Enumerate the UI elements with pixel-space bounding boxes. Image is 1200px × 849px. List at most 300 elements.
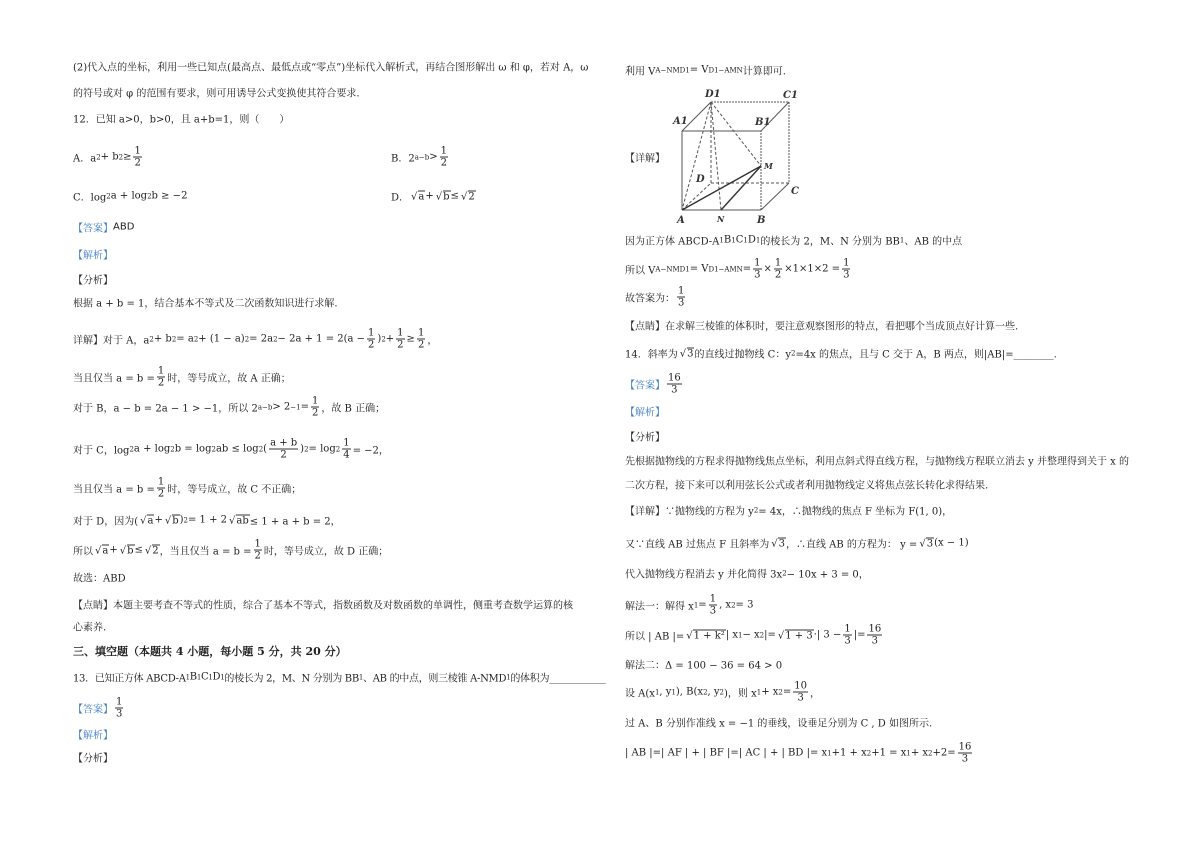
text-line xyxy=(625,258,852,281)
text-run: 【点睛】本题主要考查不等式的性质，综合了基本不等式，指数函数及对数函数的单调性，侧重考查数学运算的核 xyxy=(73,600,573,612)
text-run: , y xyxy=(707,686,720,698)
radicand: √ a xyxy=(147,514,154,526)
fraction xyxy=(417,328,425,351)
square-root xyxy=(434,190,451,202)
text-run: C xyxy=(735,234,744,246)
text-run: ≤ xyxy=(450,190,459,202)
superscript: 2 xyxy=(149,335,154,343)
subscript: 2 xyxy=(719,688,725,696)
numerator: 16 xyxy=(958,741,972,753)
text-run: B xyxy=(723,234,732,246)
text-run: | AB |=| AF | + | BF |=| AC | + | BD |= x xyxy=(625,747,828,759)
radicand: √ 3 xyxy=(926,537,934,549)
text-run: a + log xyxy=(133,443,171,455)
text-run: 的棱长为 2，M、N 分别为 BB xyxy=(760,236,900,248)
text-line xyxy=(391,146,450,169)
text-run: +2= xyxy=(932,747,956,759)
subscript: 2 xyxy=(928,749,933,757)
radicand: √ 3 xyxy=(687,347,695,359)
fraction xyxy=(667,373,682,396)
text-line xyxy=(73,727,113,742)
text-line xyxy=(73,670,606,685)
text-line xyxy=(73,85,360,100)
text-run: |= xyxy=(764,629,776,641)
subscript: 2 xyxy=(778,688,783,696)
text-run: ≥ xyxy=(123,151,132,163)
text-run: 的直线过抛物线 C：y xyxy=(694,349,791,361)
text-run: 故答案为： xyxy=(625,293,675,305)
text-line xyxy=(73,189,187,204)
text-run: 又∵直线 AB 过焦点 F 且斜率为 xyxy=(625,539,770,551)
denominator: 2 xyxy=(397,339,404,351)
numerator: 1 xyxy=(754,257,761,269)
text-line xyxy=(625,453,1129,468)
radicand: √ ab xyxy=(236,514,250,526)
text-run: + xyxy=(425,190,434,202)
radicand: √ 2 xyxy=(152,544,160,556)
subscript: 1 xyxy=(737,631,743,639)
superscript: 2 xyxy=(183,516,188,524)
label-N: N xyxy=(717,214,725,224)
text-line xyxy=(73,619,106,634)
text-line xyxy=(625,715,932,730)
text-run: ), B(x xyxy=(675,686,704,698)
denominator: 3 xyxy=(844,635,851,647)
text-run: C xyxy=(201,671,209,683)
text-run: ，故 B 正确； xyxy=(321,403,386,415)
radicand: √ 1 + 3 xyxy=(785,629,814,641)
text-run: 时，等号成立，故 A 正确； xyxy=(167,373,291,385)
text-run: 因为正方体 ABCD-A xyxy=(625,236,720,248)
text-run: > 2 xyxy=(272,401,291,413)
section-tag: 【解析】 xyxy=(73,730,113,742)
fraction xyxy=(753,258,761,281)
text-run: 【分析】 xyxy=(73,275,113,287)
text-run: ≤ 1 + a + b = 2， xyxy=(249,516,341,528)
text-run: − x xyxy=(742,629,760,641)
cube-figure xyxy=(672,80,822,230)
text-run: 代入抛物线方程消去 y 并化简得 3x xyxy=(625,569,783,581)
text-run: 解法二：Δ = 100 − 36 = 64 > 0 xyxy=(625,660,783,672)
denominator: 2 xyxy=(157,488,165,500)
text-line xyxy=(73,59,588,74)
text-line xyxy=(625,566,869,581)
subscript: 1 xyxy=(719,236,724,244)
text-run: 心素养. xyxy=(73,622,107,634)
denominator: 2 xyxy=(311,407,319,419)
denominator: 3 xyxy=(709,605,717,617)
numerator: 1 xyxy=(368,327,375,339)
subscript: 1 xyxy=(899,236,905,244)
numerator: 1 xyxy=(254,538,261,550)
text-run: 对于 C，log xyxy=(73,445,130,457)
text-run: = xyxy=(698,599,707,611)
text-run: + b xyxy=(153,333,172,345)
square-root xyxy=(684,629,726,641)
text-run: 的棱长为 2，M、N 分别为 BB xyxy=(224,673,359,685)
text-run: ) xyxy=(377,333,382,345)
subscript: 1 xyxy=(693,601,699,609)
text-run: ≥ xyxy=(406,333,415,345)
subscript: 1 xyxy=(208,673,213,681)
text-run: 的符号或对 φ 的范围有要求，则可用诱导公式变换使其符合要求. xyxy=(73,88,360,100)
text-run: ab ≤ log xyxy=(215,443,259,455)
text-line xyxy=(73,247,113,262)
text-line xyxy=(625,624,884,647)
text-run: 设 A(x xyxy=(625,688,655,700)
section-tag: 【答案】 xyxy=(73,704,113,716)
denominator: 3 xyxy=(754,269,761,281)
denominator: 2 xyxy=(280,449,287,461)
text-run: = 3 xyxy=(735,599,754,611)
text-line xyxy=(73,597,573,612)
text-line xyxy=(73,477,301,500)
fraction xyxy=(157,477,165,500)
text-run: (x − 1) xyxy=(934,537,969,549)
text-line xyxy=(73,570,126,585)
denominator: 3 xyxy=(116,708,123,720)
text-line xyxy=(73,111,289,126)
label-M: M xyxy=(764,161,773,171)
text-line xyxy=(625,150,665,165)
text-run: 对于 B，a − b = 2a − 1 > −1，所以 2 xyxy=(73,403,258,415)
text-line xyxy=(625,286,687,309)
subscript: 2 xyxy=(129,445,134,453)
text-run: = V xyxy=(689,263,709,275)
denominator: 2 xyxy=(440,157,448,169)
text-run: 详解】对于 A，a xyxy=(73,335,150,347)
text-run: )，则 x xyxy=(724,688,757,700)
text-run: 13．已知正方体 ABCD-A xyxy=(73,673,186,685)
text-run: 对于 D，因为( xyxy=(73,516,139,528)
text-run: (2)代入点的坐标，利用一些已知点(最高点、最低点或“零点”)坐标代入解析式，再结合图形解出 ω 和 φ，若对 A，ω xyxy=(73,62,589,74)
superscript: 2 xyxy=(118,153,124,161)
fraction xyxy=(254,539,262,562)
square-root xyxy=(138,514,154,526)
subscript: 2 xyxy=(731,601,736,609)
text-run: A．a xyxy=(73,153,97,165)
text-run: 过 A、B 分别作准线 x = −1 的垂线，设垂足分别为 C , D 如图所示. xyxy=(625,718,933,730)
label-D1: D1 xyxy=(705,89,721,100)
denominator: 4 xyxy=(343,449,350,461)
text-line xyxy=(625,318,1018,333)
text-line xyxy=(625,742,974,765)
text-line xyxy=(73,539,388,562)
text-run: = xyxy=(782,686,792,698)
square-root xyxy=(776,629,814,641)
text-line xyxy=(73,513,341,528)
text-run: = a xyxy=(176,333,194,345)
text-run: > xyxy=(429,151,438,163)
text-line xyxy=(73,643,347,659)
text-run: 【详解】∵抛物线的方程为 y xyxy=(625,506,754,518)
text-run: = −2， xyxy=(352,445,389,457)
text-run: ≤ xyxy=(134,544,143,556)
text-run: ) xyxy=(179,514,184,526)
text-line xyxy=(625,477,988,492)
text-run: ) xyxy=(300,443,305,455)
denominator: 3 xyxy=(871,635,879,647)
text-run: 时，等号成立，故 C 不正确； xyxy=(167,484,302,496)
subscript: 1 xyxy=(743,236,748,244)
text-run: + xyxy=(109,544,118,556)
text-line xyxy=(625,657,782,672)
fraction xyxy=(342,438,350,461)
subscript: 1 xyxy=(654,688,660,696)
fraction xyxy=(311,396,319,419)
text-run: ，当且仅当 a = b = xyxy=(159,546,252,558)
numerator: 1 xyxy=(311,395,319,407)
text-run: 【详解】 xyxy=(625,153,665,165)
label-A1: A1 xyxy=(673,116,688,127)
subscript: 1 xyxy=(906,749,911,757)
text-run: 【分析】 xyxy=(73,753,113,765)
subscript: 1 xyxy=(196,673,201,681)
text-line xyxy=(625,404,665,419)
text-run: = 2a xyxy=(249,333,274,345)
subscript: A−NMD1 xyxy=(655,66,690,74)
text-run: + xyxy=(154,514,163,526)
text-run: 先根据抛物线的方程求得抛物线焦点坐标，利用点斜式得直线方程，与抛物线方程联立消去 y 并整理得到关于 x 的 xyxy=(625,456,1130,468)
superscript: 2 xyxy=(782,569,787,577)
section-tag: 【解析】 xyxy=(625,407,665,419)
text-run: ，∴直线 AB 的方程为： y = xyxy=(785,539,918,551)
numerator: 1 xyxy=(844,623,851,635)
text-line xyxy=(625,233,962,248)
radicand: √ 3 xyxy=(778,537,786,549)
subscript: 1 xyxy=(671,688,676,696)
radicand: √ a xyxy=(418,190,425,202)
line-NM xyxy=(721,166,761,210)
text-run: 所以 xyxy=(73,546,93,558)
text-line xyxy=(73,146,144,169)
numerator: 16 xyxy=(668,372,681,384)
fraction xyxy=(842,258,850,281)
line-AM xyxy=(682,166,761,210)
text-line xyxy=(73,438,389,461)
denominator: 2 xyxy=(417,339,425,351)
numerator: 1 xyxy=(774,257,782,269)
radicand: √ b xyxy=(443,190,451,202)
text-run: 利用 V xyxy=(625,66,656,78)
text-run: − 10x + 3 = 0， xyxy=(786,569,869,581)
subscript: 1 xyxy=(755,236,761,244)
fraction xyxy=(843,624,851,647)
text-run: +1 + x xyxy=(831,747,867,759)
subscript: 2 xyxy=(335,445,341,453)
square-root xyxy=(678,347,695,359)
text-line xyxy=(625,503,952,518)
text-run: 14．斜率为 xyxy=(625,349,678,361)
text-line xyxy=(73,750,113,765)
section-heading: 三、填空题（本题共 4 小题，每小题 5 分，共 20 分） xyxy=(73,645,347,658)
text-run: , x xyxy=(719,599,732,611)
section-tag: 【解析】 xyxy=(73,250,113,262)
radicand: √ a xyxy=(102,544,109,556)
text-run: 、AB 的中点 xyxy=(904,236,963,248)
text-run: = V xyxy=(689,64,709,76)
fraction xyxy=(157,366,165,389)
numerator: 1 xyxy=(134,145,141,157)
superscript: 2 xyxy=(753,506,759,514)
text-run: ×1×1×2 = xyxy=(784,263,841,275)
text-run: , y xyxy=(659,686,672,698)
denominator: 3 xyxy=(961,753,969,765)
fraction xyxy=(677,286,685,309)
square-root xyxy=(93,544,109,556)
text-run: +1 = x xyxy=(871,747,907,759)
denominator: 2 xyxy=(774,269,782,281)
fraction xyxy=(793,681,808,704)
subscript: 2 xyxy=(147,192,152,200)
square-root xyxy=(227,514,250,526)
superscript: a−b xyxy=(414,153,430,161)
label-A: A xyxy=(677,215,685,226)
label-B: B xyxy=(757,215,766,226)
numerator: 1 xyxy=(116,696,123,708)
text-run: b = log xyxy=(174,443,212,455)
denominator: 3 xyxy=(843,269,850,281)
subscript: 1 xyxy=(827,749,832,757)
text-run: 解法一：解得 x xyxy=(625,601,694,613)
square-root xyxy=(409,190,425,202)
text-line xyxy=(73,697,125,720)
numerator: 1 xyxy=(440,145,448,157)
text-line xyxy=(73,328,437,351)
text-run: = xyxy=(300,401,309,413)
text-line xyxy=(391,189,476,204)
denominator: 2 xyxy=(157,377,165,389)
fraction xyxy=(958,742,973,765)
superscript: 2 xyxy=(304,445,309,453)
subscript: D1−AMN xyxy=(708,66,743,74)
subscript: 2 xyxy=(211,445,216,453)
text-run: C．log xyxy=(73,192,107,204)
subscript: 2 xyxy=(703,688,708,696)
superscript: 2 xyxy=(273,335,278,343)
fraction xyxy=(367,328,375,351)
text-run: ， xyxy=(810,688,821,700)
text-line xyxy=(73,366,291,389)
square-root xyxy=(163,514,180,526)
square-root xyxy=(118,544,135,556)
text-run: 12．已知 a>0，b>0，且 a+b=1，则（ ） xyxy=(73,114,290,126)
radicand: √ b xyxy=(127,544,135,556)
numerator: 16 xyxy=(868,623,882,635)
text-line xyxy=(625,681,820,704)
text-run: 【分析】 xyxy=(625,432,665,444)
text-run: b ≥ −2 xyxy=(151,190,188,202)
text-run: + b xyxy=(100,151,119,163)
text-run: D xyxy=(212,671,221,683)
text-run: = log xyxy=(308,443,336,455)
text-run: 根据 a + b = 1，结合基本不等式及二次函数知识进行求解. xyxy=(73,298,338,310)
radicand: √ b xyxy=(172,514,180,526)
text-line xyxy=(625,63,786,78)
text-run: 当且仅当 a = b = xyxy=(73,373,155,385)
text-run: D xyxy=(747,234,756,246)
radicand: √ 1 + k² xyxy=(693,629,726,641)
text-run: = xyxy=(742,263,752,275)
line-D1M xyxy=(711,102,761,166)
denominator: 2 xyxy=(368,339,375,351)
superscript: 2 xyxy=(244,335,250,343)
text-run: + xyxy=(385,333,395,345)
text-run: ， xyxy=(427,335,438,347)
numerator: 1 xyxy=(417,327,425,339)
text-run: + x xyxy=(761,686,779,698)
fraction xyxy=(774,258,782,281)
fraction xyxy=(440,146,448,169)
text-line xyxy=(73,272,113,287)
superscript: 2 xyxy=(171,335,177,343)
text-run: 当且仅当 a = b = xyxy=(73,484,155,496)
text-line xyxy=(625,373,684,396)
square-root xyxy=(917,537,934,549)
denominator: 2 xyxy=(134,157,141,169)
text-run: =4x 的焦点，且与 C 交于 A，B 两点，则|AB|=________. xyxy=(795,349,1057,361)
numerator: 1 xyxy=(157,476,165,488)
text-run: + (1 − a) xyxy=(198,333,245,345)
numerator: a + b xyxy=(270,437,298,449)
denominator: 3 xyxy=(671,384,678,396)
text-line xyxy=(625,346,1057,361)
denominator: 3 xyxy=(678,297,685,309)
fraction xyxy=(269,438,298,461)
text-run: 的体积为____________ xyxy=(510,673,606,685)
text-line xyxy=(73,396,385,419)
subscript: 1 xyxy=(358,673,364,681)
text-run: 所以 | AB |= xyxy=(625,631,685,643)
superscript: a−b xyxy=(257,403,273,411)
subscript: 1 xyxy=(185,673,190,681)
subscript: 2 xyxy=(106,192,111,200)
answer-value: ABD xyxy=(113,221,135,233)
text-run: 计算即可. xyxy=(742,66,786,78)
label-B1: B1 xyxy=(755,117,771,128)
subscript: 1 xyxy=(731,236,736,244)
fraction xyxy=(133,146,141,169)
subscript: 1 xyxy=(220,673,225,681)
text-run: ·| 3 − xyxy=(813,629,842,641)
denominator: 3 xyxy=(797,692,804,704)
text-line xyxy=(625,536,969,551)
superscript: 2 xyxy=(96,153,101,161)
text-run: 故选：ABD xyxy=(73,573,126,585)
subscript: 2 xyxy=(866,749,872,757)
subscript: 2 xyxy=(170,445,175,453)
text-run: a + log xyxy=(110,190,148,202)
text-run: ( xyxy=(263,443,268,455)
subscript: 1 xyxy=(506,673,511,681)
superscript: 2 xyxy=(790,349,796,357)
text-run: × xyxy=(763,263,772,275)
numerator: 1 xyxy=(843,257,850,269)
text-line xyxy=(73,295,338,310)
numerator: 1 xyxy=(343,437,350,449)
text-run: 【点睛】在求解三棱锥的体积时，要注意观察图形的特点，看把哪个当成顶点好计算一些. xyxy=(625,321,1019,333)
text-run: 、AB 的中点，则三棱锥 A-NMD xyxy=(363,673,507,685)
label-C1: C1 xyxy=(783,90,798,101)
text-run: | x xyxy=(725,629,738,641)
text-run: − 2a + 1 = 2(a − xyxy=(277,333,366,345)
text-run: 所以 V xyxy=(625,265,656,277)
text-run: |= xyxy=(853,629,866,641)
subscript: 2 xyxy=(258,445,264,453)
superscript: 2 xyxy=(381,335,386,343)
text-run: B．2 xyxy=(391,153,415,165)
section-tag: 【答案】 xyxy=(625,380,665,392)
